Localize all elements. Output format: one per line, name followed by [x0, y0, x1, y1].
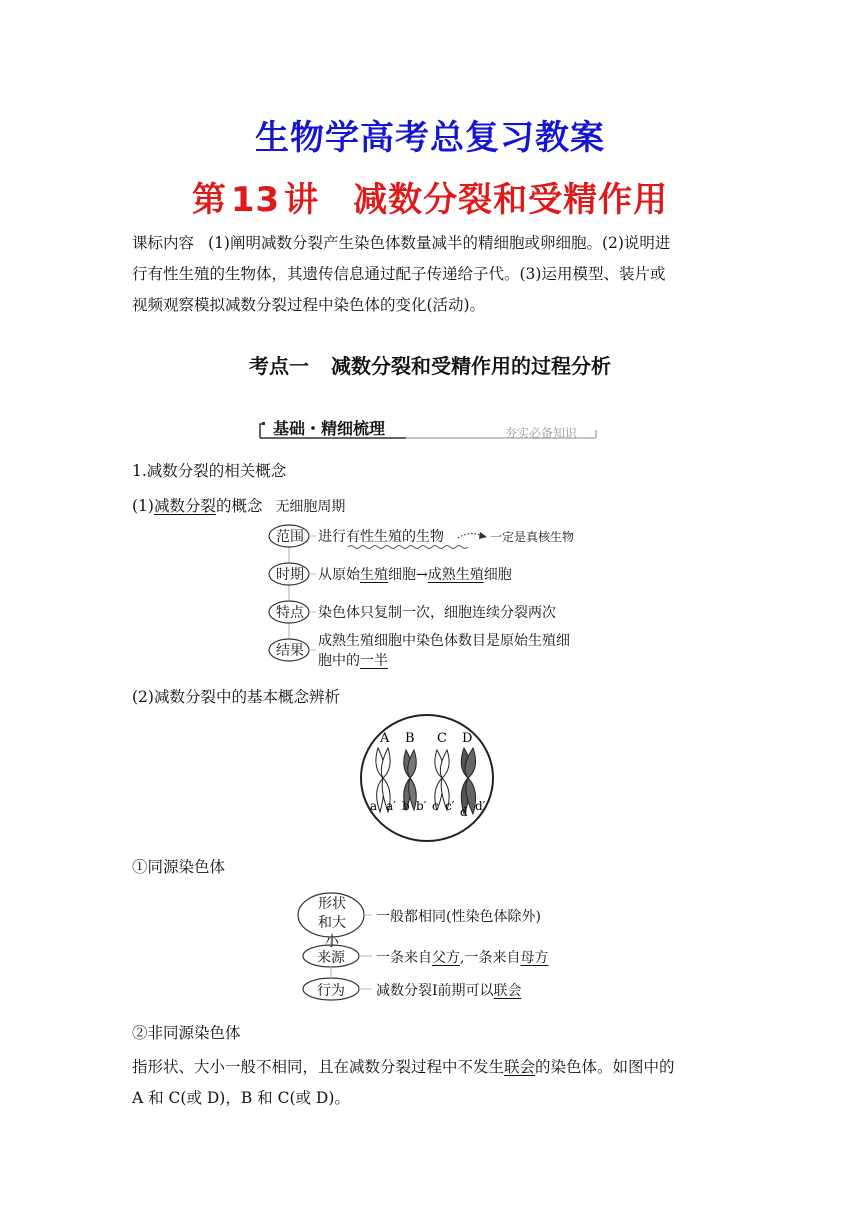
curriculum-line2: 行有性生殖的生物体，其遗传信息通过配子传递给子代。(3)运用模型、装片或 — [132, 265, 666, 283]
concept-text-range — [318, 526, 444, 546]
chrom-label-A: A — [380, 731, 390, 746]
section-heading — [0, 350, 860, 379]
document-title: 生物学高考总复习教案 — [255, 118, 605, 158]
concept-period-post: 细胞 — [483, 567, 512, 583]
item-1-1-heading — [132, 494, 345, 516]
concept-period-u1: 生殖 — [360, 567, 388, 583]
nonhomologous-line1-post: 的染色体。如图中的 — [535, 1058, 675, 1076]
nonhomologous-line1-u: 联会 — [504, 1058, 536, 1076]
concept-period-u2: 成熟生殖 — [427, 567, 484, 583]
concept-text-period — [318, 564, 512, 584]
homologous-heading: ①同源染色体 — [132, 858, 226, 876]
homologous-text-source — [376, 947, 548, 967]
lecture-title — [0, 172, 860, 221]
chrom-label-b: b — [402, 799, 410, 813]
homologous-source-mid: ,一条来自 — [460, 950, 521, 966]
handwritten-note-cell-cycle: 无细胞周期 — [275, 499, 346, 515]
curriculum-label: 课标内容 — [132, 234, 195, 252]
lecture-prefix: 第 — [191, 180, 227, 220]
chrom-label-d-prime: d′ — [475, 799, 486, 813]
section-label: 考点一 — [249, 354, 309, 378]
chrom-label-C: C — [437, 731, 447, 746]
homologous-key-shape-1: 形状 — [318, 896, 346, 912]
lecture-unit: 讲 — [284, 180, 320, 220]
homologous-key-shape — [314, 895, 350, 952]
nonhomologous-paragraph — [132, 1052, 732, 1114]
chrom-label-D: D — [462, 731, 473, 746]
item-1-heading: 1.减数分裂的相关概念 — [132, 462, 287, 480]
homologous-behavior-u1: 联会 — [493, 983, 522, 999]
homologous-source-u1: 父方 — [432, 950, 460, 966]
homologous-key-source: 来源 — [317, 950, 345, 966]
curriculum-paragraph — [132, 228, 732, 321]
handwritten-note-eukaryote: 一定是真核生物 — [490, 530, 575, 544]
homologous-key-behavior: 行为 — [317, 983, 345, 999]
homologous-key-shape-2: 和大小 — [318, 915, 346, 950]
concept-text-feature: 染色体只复制一次，细胞连续分裂两次 — [318, 605, 556, 621]
concept-period-mid: 细胞→ — [388, 567, 428, 583]
nonhomologous-heading: ②非同源染色体 — [132, 1024, 241, 1042]
concept-key-range: 范围 — [276, 529, 304, 545]
homologous-text-shape: 一般都相同(性染色体除外) — [376, 909, 541, 925]
chrom-label-d: d — [460, 805, 468, 819]
banner-left-label: 基础・精细梳理 — [273, 419, 386, 438]
chromosome-figure — [358, 712, 498, 844]
homologous-source-pre: 一条来自 — [376, 950, 432, 966]
section-title: 减数分裂和受精作用的过程分析 — [331, 354, 611, 378]
curriculum-line1: (1)阐明减数分裂产生染色体数量减半的精细胞或卵细胞。(2)说明进 — [208, 234, 671, 252]
chrom-label-a-prime: a′ — [386, 799, 396, 813]
chrom-label-B: B — [405, 731, 415, 746]
homologous-behavior-pre: 减数分裂Ⅰ前期可以 — [376, 983, 494, 999]
concept-range-wavy: 有性生殖的生物 — [346, 529, 444, 545]
chrom-label-b-prime: b′ — [416, 799, 427, 813]
item-1-1-suffix: 的概念 — [215, 497, 263, 515]
item-1-1-prefix: (1) — [132, 497, 154, 515]
concept-result-line2-u: 一半 — [360, 653, 388, 669]
chrom-label-c: c — [432, 799, 439, 813]
banner-right-label: 夯实必备知识 — [505, 426, 578, 440]
lecture-number: 13 — [230, 180, 281, 220]
lecture-name: 减数分裂和受精作用 — [353, 180, 669, 220]
nonhomologous-line2: A 和 C(或 D)，B 和 C(或 D)。 — [132, 1089, 350, 1107]
concept-key-period: 时期 — [276, 567, 304, 583]
concept-text-result — [318, 631, 570, 671]
concept-result-line2-pre: 胞中的 — [318, 653, 360, 669]
concept-range-pre: 进行 — [318, 529, 346, 545]
concept-result-line1: 成熟生殖细胞中染色体数目是原始生殖细 — [318, 633, 570, 649]
concept-period-pre: 从原始 — [318, 567, 360, 583]
homologous-source-u2: 母方 — [520, 950, 549, 966]
concept-key-result: 结果 — [276, 643, 304, 659]
item-1-2-heading: (2)减数分裂中的基本概念辨析 — [132, 688, 340, 706]
chrom-label-c-prime: c′ — [445, 799, 455, 813]
nonhomologous-line1-pre: 指形状、大小一般不相同，且在减数分裂过程中不发生 — [132, 1058, 505, 1076]
chrom-label-a: a — [370, 799, 378, 813]
homologous-text-behavior — [376, 980, 522, 1000]
curriculum-line3: 视频观察模拟减数分裂过程中染色体的变化(活动)。 — [132, 296, 486, 314]
concept-key-feature: 特点 — [276, 605, 304, 621]
item-1-1-term: 减数分裂 — [153, 497, 216, 515]
